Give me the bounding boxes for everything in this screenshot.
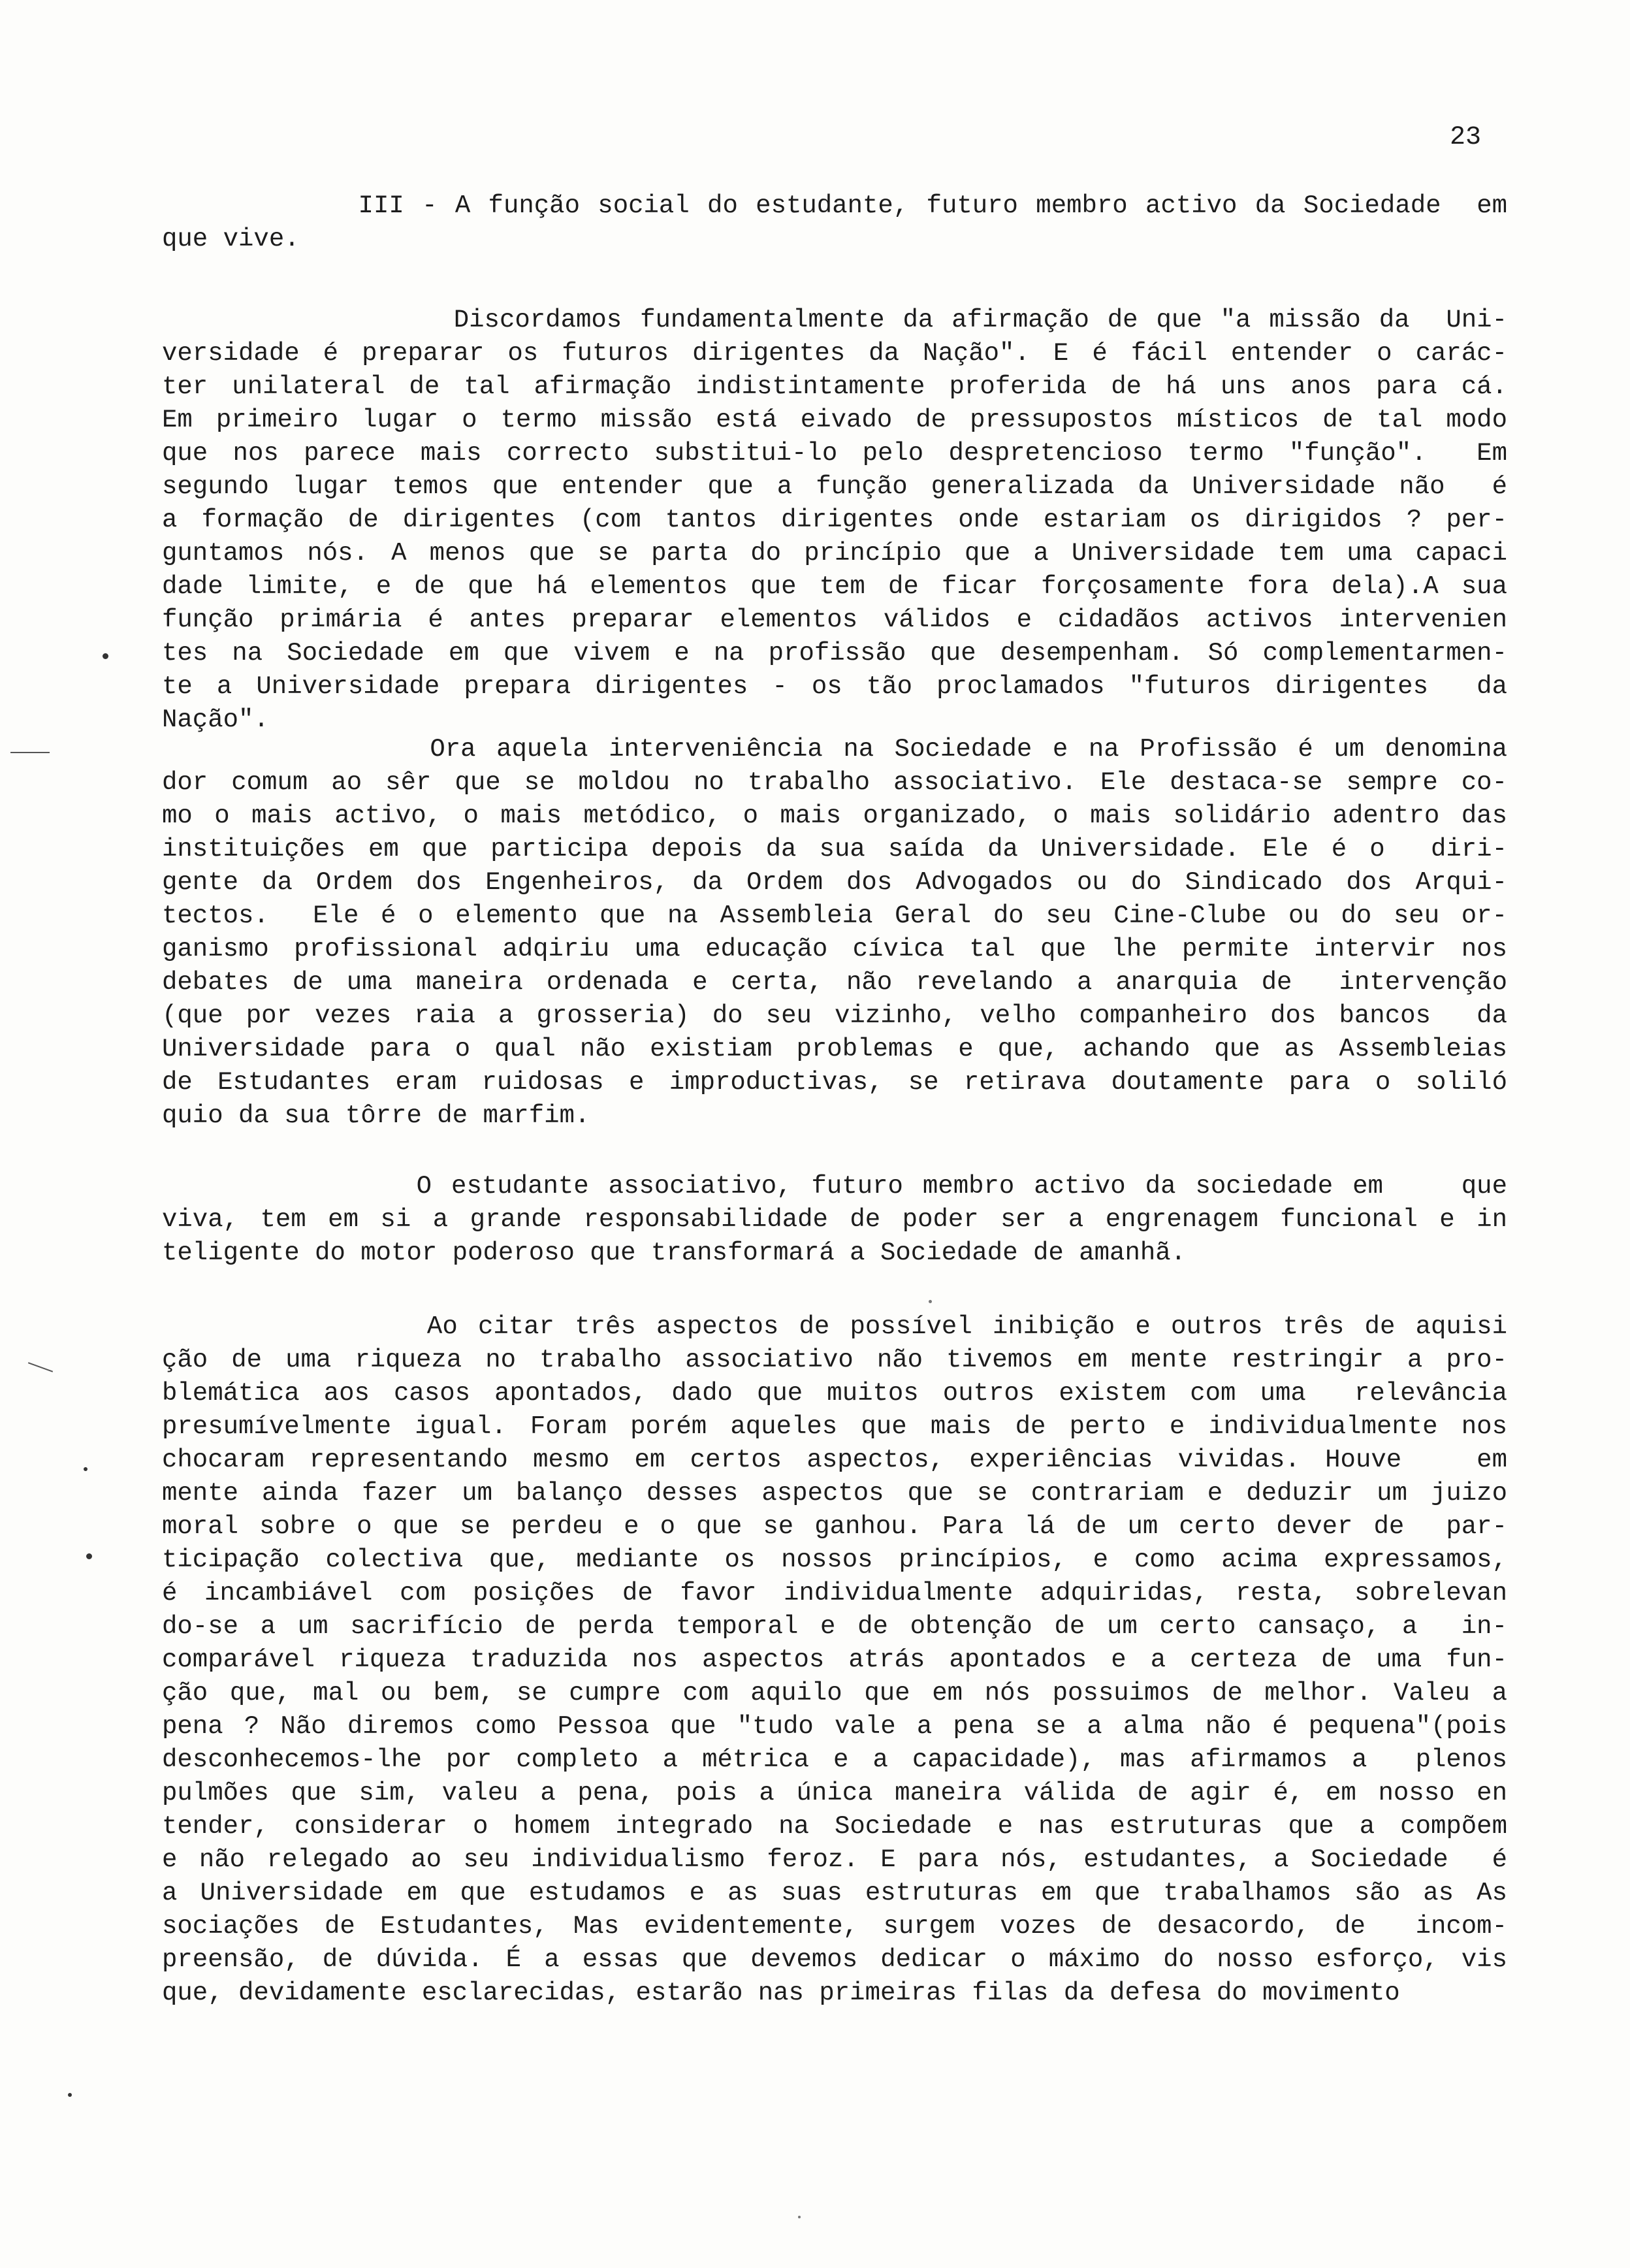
text-line: e não relegado ao seu individualismo feroz. E para nós, estudantes, a Sociedade é — [162, 1845, 1507, 1874]
text-line: mente ainda fazer um balanço desses aspectos que se contrariam e deduzir um juizo — [162, 1479, 1507, 1508]
text-line: comparável riqueza traduzida nos aspectos atrás apontados e a certeza de uma fun- — [162, 1645, 1507, 1674]
text-line: te a Universidade prepara dirigentes - os tão proclamados "futuros dirigentes da — [162, 672, 1507, 701]
text-line: versidade é preparar os futuros dirigentes da Nação". E é fácil entender o carác- — [162, 339, 1507, 368]
page-number: 23 — [1450, 123, 1482, 152]
text-line: guntamos nós. A menos que se parta do princípio que a Universidade tem uma capaci — [162, 539, 1507, 568]
text-line: tectos. Ele é o elemento que na Assembleia Geral do seu Cine-Clube ou do seu or- — [162, 901, 1507, 930]
text-line: dade limite, e de que há elementos que tem de ficar forçosamente fora dela).A sua — [162, 572, 1507, 601]
heading-line: que vive. — [162, 225, 300, 253]
text-line: viva, tem em si a grande responsabilidade de poder ser a engrenagem funcional e in — [162, 1205, 1507, 1234]
paragraph-4 — [162, 1310, 1507, 2010]
text-line: instituições em que participa depois da sua saída da Universidade. Ele é o diri- — [162, 835, 1507, 864]
text-line: chocaram representando mesmo em certos aspectos, experiências vividas. Houve em — [162, 1446, 1507, 1474]
text-line: pena ? Não diremos como Pessoa que "tudo vale a pena se a alma não é pequena"(pois — [162, 1712, 1507, 1741]
text-line: função primária é antes preparar elementos válidos e cidadãos activos intervenien — [162, 606, 1507, 634]
text-line: presumívelmente igual. Foram porém aqueles que mais de perto e individualmente nos — [162, 1412, 1507, 1441]
text-line: gente da Ordem dos Engenheiros, da Ordem dos Advogados ou do Sindicado dos Arqui- — [162, 868, 1507, 897]
text-line: Universidade para o qual não existiam problemas e que, achando que as Assembleias — [162, 1035, 1507, 1063]
text-line: do-se a um sacrifício de perda temporal e de obtenção de um certo cansaço, a in- — [162, 1612, 1507, 1641]
text-line: dor comum ao sêr que se moldou no trabalho associativo. Ele destaca-se sempre co- — [162, 768, 1507, 797]
text-line: tes na Sociedade em que vivem e na profissão que desempenham. Só complementarmen- — [162, 639, 1507, 668]
text-line: quio da sua tôrre de marfim. — [162, 1101, 590, 1130]
text-line: segundo lugar temos que entender que a função generalizada da Universidade não é — [162, 472, 1507, 501]
text-line: ção que, mal ou bem, se cumpre com aquilo que em nós possuimos de melhor. Valeu a — [162, 1679, 1507, 1708]
text-line: ter unilateral de tal afirmação indistintamente proferida de há uns anos para cá. — [162, 372, 1507, 401]
text-line: ganismo profissional adqiriu uma educação cívica tal que lhe permite intervir nos — [162, 935, 1507, 964]
text-line: preensão, de dúvida. É a essas que devemos dedicar o máximo do nosso esforço, vis — [162, 1945, 1507, 1974]
text-line: que nos parece mais correcto substitui-lo pelo despretencioso termo "função". Em — [162, 439, 1507, 468]
text-line: moral sobre o que se perdeu e o que se ganhou. Para lá de um certo dever de par- — [162, 1512, 1507, 1541]
text-line: ticipação colectiva que, mediante os nossos princípios, e como acima expressamos, — [162, 1546, 1507, 1574]
margin-dot — [929, 1300, 932, 1303]
text-line: teligente do motor poderoso que transformará a Sociedade de amanhã. — [162, 1239, 1187, 1267]
text-line: que, devidamente esclarecidas, estarão nas primeiras filas da defesa do movimento — [162, 1979, 1400, 2007]
paragraph-1 — [162, 304, 1507, 737]
paragraph-3 — [162, 1170, 1507, 1270]
margin-dot — [798, 2216, 801, 2218]
margin-dot — [68, 2093, 72, 2097]
text-line: (que por vezes raia a grosseria) do seu vizinho, velho companheiro dos bancos da — [162, 1001, 1507, 1030]
text-line: Ora aquela interveniência na Sociedade e na Profissão é um denomina — [162, 735, 1507, 764]
text-line: sociações de Estudantes, Mas evidentemente, surgem vozes de desacordo, de incom- — [162, 1912, 1507, 1941]
text-line: de Estudantes eram ruidosas e improductivas, se retirava doutamente para o soliló — [162, 1068, 1507, 1097]
text-line: Ao citar três aspectos de possível inibição e outros três de aquisi — [162, 1312, 1507, 1341]
margin-dash — [28, 1362, 53, 1372]
text-line: pulmões que sim, valeu a pena, pois a única maneira válida de agir é, em nosso en — [162, 1779, 1507, 1807]
text-line: desconhecemos-lhe por completo a métrica e a capacidade), mas afirmamos a plenos — [162, 1745, 1507, 1774]
text-line: debates de uma maneira ordenada e certa, não revelando a anarquia de intervenção — [162, 968, 1507, 997]
text-line: a formação de dirigentes (com tantos dirigentes onde estariam os dirigidos ? per- — [162, 506, 1507, 534]
margin-dot — [103, 653, 108, 659]
heading-line: III - A função social do estudante, futuro membro activo da Sociedade em — [162, 191, 1507, 220]
text-line: Nação". — [162, 705, 269, 734]
text-line: a Universidade em que estudamos e as suas estruturas em que trabalhamos são as As — [162, 1879, 1507, 1907]
text-line: ção de uma riqueza no trabalho associativo não tivemos em mente restringir a pro- — [162, 1346, 1507, 1374]
margin-dash — [10, 752, 50, 753]
text-line: mo o mais activo, o mais metódico, o mais organizado, o mais solidário adentro das — [162, 802, 1507, 830]
margin-dot — [86, 1553, 92, 1559]
text-line: Discordamos fundamentalmente da afirmação de que "a missão da Uni- — [162, 306, 1507, 334]
text-line: é incambiável com posições de favor individualmente adquiridas, resta, sobrelevan — [162, 1579, 1507, 1608]
section-heading — [162, 189, 1507, 256]
margin-dot — [84, 1467, 88, 1471]
text-line: blemática aos casos apontados, dado que muitos outros existem com uma relevância — [162, 1379, 1507, 1408]
text-line: Em primeiro lugar o termo missão está eivado de pressupostos místicos de tal modo — [162, 406, 1507, 434]
text-line: O estudante associativo, futuro membro activo da sociedade em que — [162, 1172, 1507, 1201]
paragraph-2 — [162, 733, 1507, 1133]
text-line: tender, considerar o homem integrado na Sociedade e nas estruturas que a compõem — [162, 1812, 1507, 1841]
